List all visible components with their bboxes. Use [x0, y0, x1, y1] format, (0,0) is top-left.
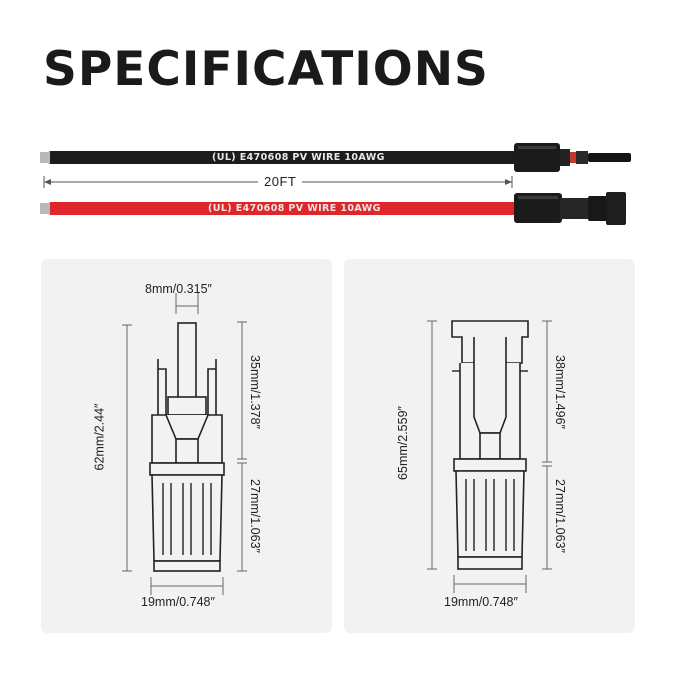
female-upper-height-label: 38mm/1.496″	[552, 355, 567, 429]
male-bottom-width-label: 19mm/0.748″	[141, 595, 215, 609]
female-bottom-width-label: 19mm/0.748″	[444, 595, 518, 609]
black-wire-connector	[514, 143, 631, 172]
male-lower-height-label: 27mm/1.063″	[247, 479, 262, 553]
cable-length-label: 20FT	[258, 174, 302, 189]
red-wire-stripped-end	[40, 203, 50, 214]
page-title: SPECIFICATIONS	[43, 42, 489, 97]
female-total-height-label: 65mm/2.559″	[395, 406, 410, 480]
female-lower-height-label: 27mm/1.063″	[552, 479, 567, 553]
female-connector-drawing	[344, 259, 635, 633]
male-total-height-label: 62mm/2.44″	[92, 403, 107, 471]
red-wire-connector	[514, 192, 626, 225]
male-top-width-label: 8mm/0.315″	[145, 282, 212, 296]
male-connector-card	[41, 259, 332, 633]
red-wire-label: (UL) E470608 PV WIRE 10AWG	[208, 203, 381, 214]
black-wire-label: (UL) E470608 PV WIRE 10AWG	[212, 152, 385, 163]
cables-illustration	[0, 130, 679, 230]
male-connector-drawing	[41, 259, 332, 633]
male-upper-height-label: 35mm/1.378″	[247, 355, 262, 429]
black-wire-stripped-end	[40, 152, 50, 163]
female-connector-card	[344, 259, 635, 633]
